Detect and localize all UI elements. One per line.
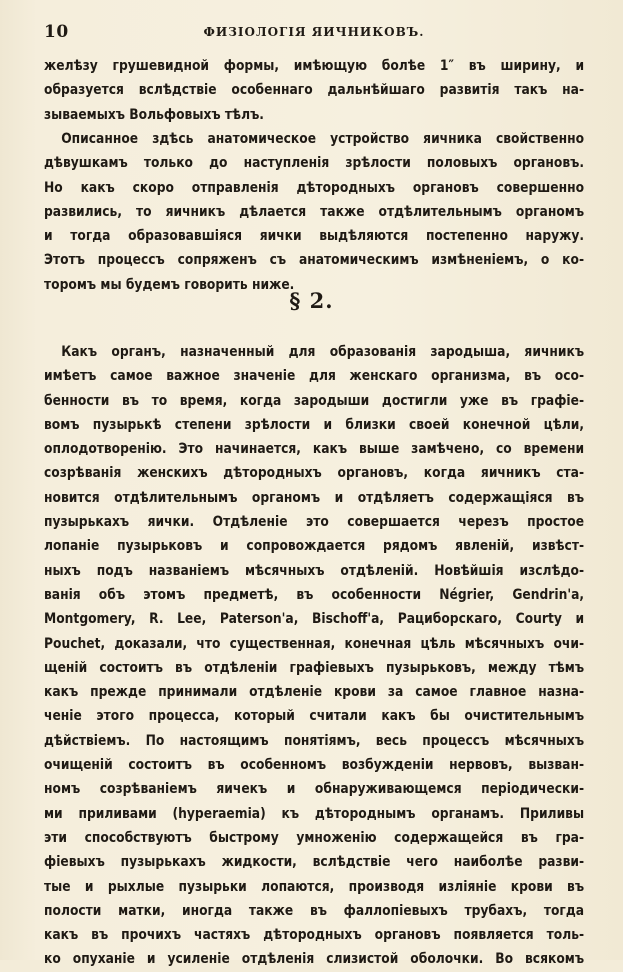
text-line: фіевыхъ пузырькахъ жидкости, вслѣдствіе чего наиболѣе разви- <box>44 854 585 871</box>
text-line: оплодотворенію. Это начинается, какъ выше замѣчено, со времени <box>44 441 585 458</box>
paragraph-2 <box>44 127 584 297</box>
text-line: развились, то яичникъ дѣлается также отдѣлительнымъ органомъ <box>44 203 585 220</box>
text-line: ныхъ подъ названіемъ мѣсячныхъ отдѣленій. Новѣйшія изслѣдо- <box>44 562 585 579</box>
text-line: и тогда образовавшіяся яички выдѣляются постепенно наружу. <box>44 228 585 245</box>
page-number: 10 <box>44 22 69 42</box>
text-line: номъ созрѣваніемъ яичекъ и обнаруживающемся періодически- <box>44 781 585 798</box>
text-line: желѣзу грушевидной формы, имѣющую болѣе 1″ въ ширину, и <box>44 58 585 74</box>
text-line: бенности въ то время, когда зародыши достигли уже въ графіе- <box>44 392 585 409</box>
text-line: какъ прежде принимали отдѣленіе крови за самое главное назна- <box>44 684 585 701</box>
text-line: какъ въ прочихъ частяхъ дѣтородныхъ органовъ появляется толь- <box>44 927 585 944</box>
text-line: пузырькахъ яички. Отдѣленіе это совершается черезъ простое <box>44 514 585 531</box>
running-title: ФИЗІОЛОГІЯ ЯИЧНИКОВЪ. <box>203 25 425 39</box>
text-line: ченіе этого процесса, который считали какъ бы очистительнымъ <box>44 708 585 725</box>
text-line: щеній состоитъ въ отдѣленіи графіевыхъ пузырьковъ, между тѣмъ <box>44 659 585 676</box>
text-line: вомъ пузырькѣ степени зрѣлости и близки своей конечной цѣли, <box>44 416 585 433</box>
text-line: ко опуханіе и усиленіе отдѣленія слизистой оболочки. Во всякомъ <box>44 951 585 968</box>
paragraph-3 <box>44 340 584 972</box>
text-line: имѣетъ самое важное значеніе для женскаго организма, въ осо- <box>44 368 585 385</box>
text-line: тые и рыхлые пузырьки лопаются, производя изліяніе крови въ <box>44 878 585 895</box>
text-line: Montgomery, R. Lee, Paterson'а, Bischoff'а, Рациборскаго, Courty и <box>44 611 585 628</box>
text-line: дѣйствіемъ. По настоящимъ понятіямъ, весь процессъ мѣсячныхъ <box>44 732 585 749</box>
text-line: торомъ мы будемъ говорить ниже. <box>44 276 295 293</box>
text-line: образуется вслѣдствіе особеннаго дальнѣйшаго развитія такъ на- <box>44 82 585 99</box>
page-header <box>44 22 584 44</box>
text-line: полости матки, иногда также въ фаллопіевыхъ трубахъ, тогда <box>44 902 585 919</box>
text-line: очищеній состоитъ въ особенномъ возбужденіи нервовъ, вызван- <box>44 757 585 774</box>
text-line: Но какъ скоро отправленія дѣторoдныхъ органовъ совершенно <box>44 179 585 196</box>
paragraph-1 <box>44 54 584 127</box>
text-line: эти способствуютъ быстрому умноженію содержащейся въ гра- <box>44 829 585 846</box>
text-line: ми приливами (hyperaemia) къ дѣтороднымъ органамъ. Приливы <box>44 805 585 822</box>
text-line: Описанное здѣсь анатомическое устройство яичника свойственно <box>61 131 585 147</box>
section-heading: § 2. <box>289 288 334 313</box>
text-line: лопаніе пузырьковъ и сопровождается рядомъ явленій, извѣст- <box>44 538 585 555</box>
text-line: Какъ органъ, назначенный для образованія зародыша, яичникъ <box>61 344 585 360</box>
text-line: зываемыхъ Вольфовыхъ тѣлъ. <box>44 106 264 123</box>
text-line: ванія объ этомъ предметѣ, въ особенности Négrier, Gendrin'а, <box>44 586 585 603</box>
text-line: дѣвушкамъ только до наступленія зрѣлости половыхъ органовъ. <box>44 155 585 172</box>
text-line: созрѣванія женскихъ дѣтородныхъ органовъ, когда яичникъ ста- <box>44 465 585 482</box>
text-line: Pouchet, доказали, что существенная, конечная цѣль мѣсячныхъ очи- <box>44 635 585 652</box>
text-line: новится отдѣлительнымъ органомъ и отдѣляетъ содержащіяся въ <box>44 489 585 506</box>
text-line: Этотъ процессъ сопряженъ съ анатомическимъ измѣненіемъ, о ко- <box>44 252 585 269</box>
